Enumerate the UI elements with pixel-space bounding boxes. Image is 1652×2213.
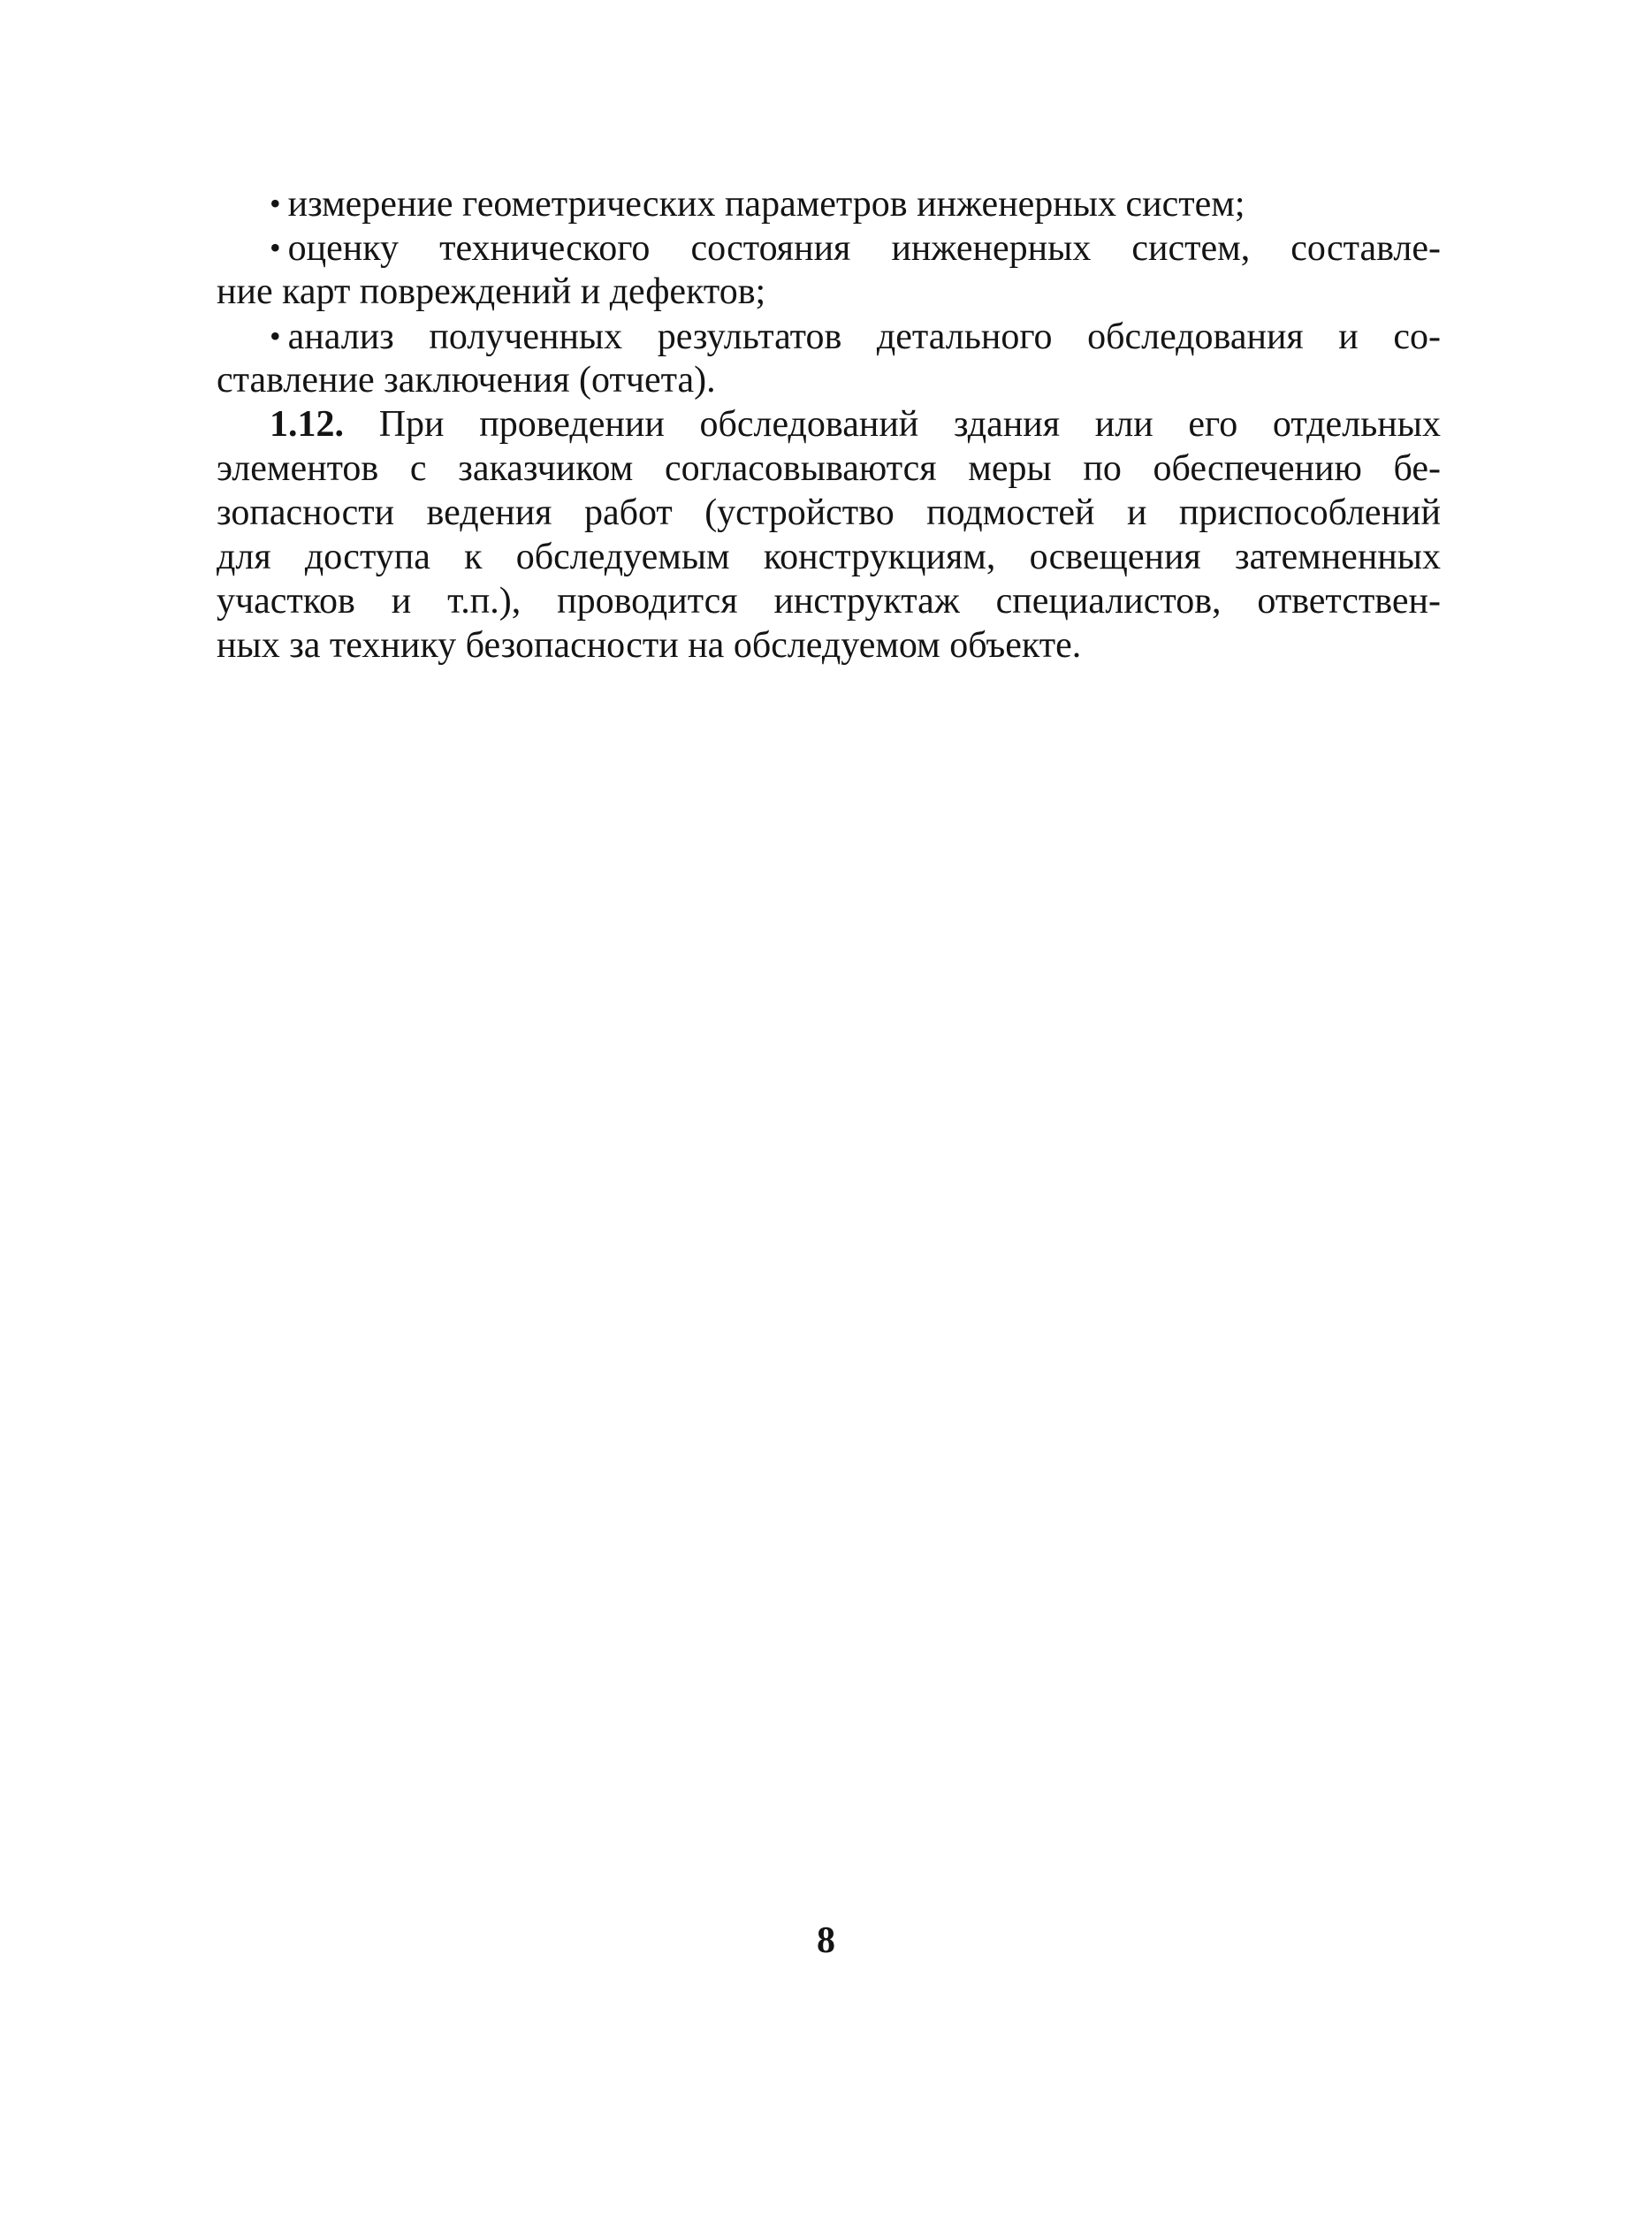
bullet-item-analysis [217, 314, 1441, 358]
body-text [217, 181, 1441, 668]
page-number: 8 [817, 1920, 835, 1961]
bullet-icon: • [270, 186, 281, 221]
bullet-item-continuation: ние карт повреждений и дефектов; [217, 271, 766, 312]
bullet-item-text: анализ полученных результатов детального обследования и со- [287, 317, 1441, 357]
bullet-item-measurement [217, 181, 1441, 225]
paragraph-1-12-first-line [217, 402, 1441, 446]
paragraph-number: 1.12. [270, 404, 344, 445]
bullet-icon: • [270, 230, 281, 265]
paragraph-line: участков и т.п.), проводится инструктаж специалистов, ответствен- [217, 581, 1441, 622]
paragraph-line: ных за технику безопасности на обследуемом объекте. [217, 625, 1082, 666]
bullet-item-text: оценку технического состояния инженерных систем, составле- [287, 228, 1441, 269]
bullet-item-assessment [217, 225, 1441, 270]
bullet-icon: • [270, 318, 281, 354]
bullet-item-continuation: ставление заключения (отчета). [217, 360, 716, 401]
paragraph-text: При проведении обследований здания или его отдельных [378, 404, 1441, 445]
bullet-item-text: измерение геометрических параметров инженерных систем; [287, 184, 1245, 225]
paragraph-line: для доступа к обследуемым конструкциям, освещения затемненных [217, 537, 1441, 577]
paragraph-line: зопасности ведения работ (устройство подмостей и приспособлений [217, 492, 1441, 533]
paragraph-line: элементов с заказчиком согласовываются меры по обеспечению бе- [217, 448, 1441, 489]
